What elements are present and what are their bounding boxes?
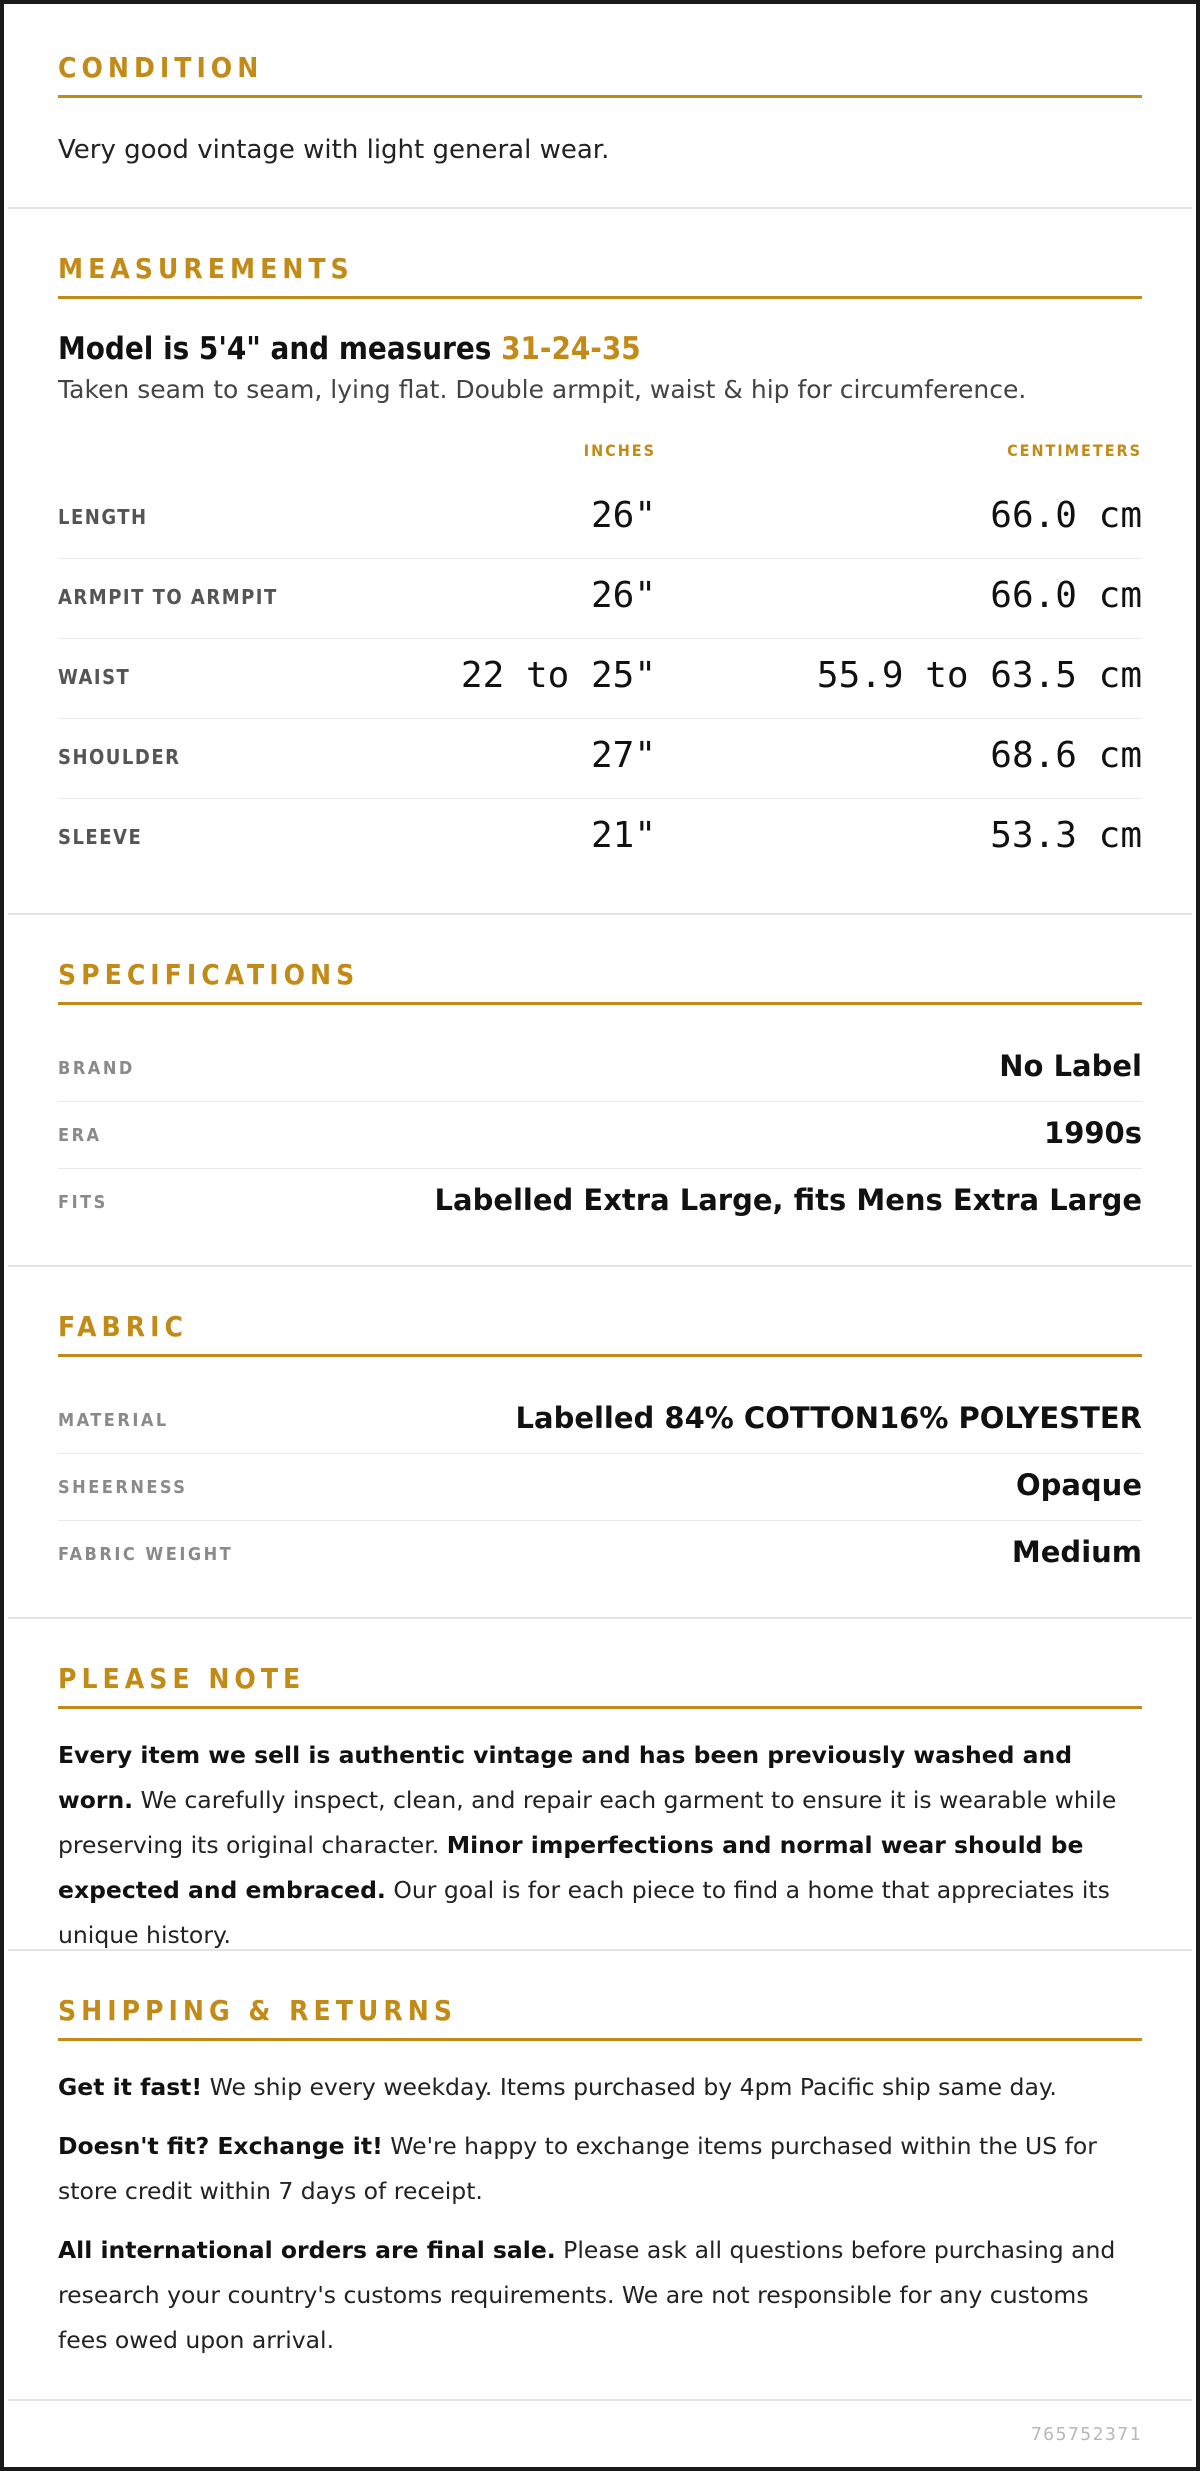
spec-key: ERA	[58, 1125, 102, 1146]
measurement-cm: 55.9 to 63.5 cm	[816, 655, 1142, 696]
specifications-section	[8, 915, 1192, 1267]
condition-heading: CONDITION	[58, 50, 1142, 98]
shipping-text-3: Please ask all questions before purchasing and research your country's customs requirements. We are not responsible for any customs fees owed upon arrival.	[58, 2236, 1116, 2354]
spec-key: FITS	[58, 1192, 108, 1213]
measurement-inches: 27"	[590, 735, 656, 776]
spec-row	[58, 1169, 1142, 1236]
measurement-cm: 53.3 cm	[990, 815, 1142, 856]
fabric-heading: FABRIC	[58, 1309, 1142, 1357]
spec-row	[58, 1102, 1142, 1169]
measurement-inches: 26"	[590, 575, 656, 616]
please-note-bold-2: Minor imperfections and normal wear should be expected and embraced.	[58, 1831, 1084, 1904]
shipping-section	[8, 1951, 1192, 2401]
measurements-section	[8, 209, 1192, 915]
model-prefix: Model is 5'4" and measures	[58, 331, 502, 367]
condition-section	[8, 4, 1192, 209]
measurement-cm: 68.6 cm	[990, 735, 1142, 776]
condition-text: Very good vintage with light general wear.	[58, 135, 610, 165]
fabric-row	[58, 1454, 1142, 1521]
fabric-row	[58, 1521, 1142, 1588]
spec-key: BRAND	[58, 1058, 135, 1079]
fabric-key: FABRIC WEIGHT	[58, 1544, 234, 1565]
measurement-label: ARMPIT TO ARMPIT	[58, 585, 278, 609]
measurement-note: Taken seam to seam, lying flat. Double armpit, waist & hip for circumference.	[58, 375, 1027, 404]
measurement-inches: 21"	[590, 815, 656, 856]
please-note-text-2: Our goal is for each piece to find a home that appreciates its unique history.	[58, 1876, 1110, 1949]
measurement-row	[58, 799, 1142, 879]
measurement-cm: 66.0 cm	[990, 495, 1142, 536]
fabric-key: SHEERNESS	[58, 1477, 188, 1498]
please-note-heading: PLEASE NOTE	[58, 1661, 1142, 1709]
product-id: 765752371	[1030, 2424, 1142, 2445]
measurement-label: SLEEVE	[58, 825, 143, 849]
shipping-text-1: We ship every weekday. Items purchased by 4pm Pacific ship same day.	[202, 2073, 1057, 2101]
shipping-text-2: We're happy to exchange items purchased within the US for store credit within 7 days of receipt.	[58, 2132, 1097, 2205]
spec-value: No Label	[999, 1049, 1142, 1083]
please-note-text	[58, 1733, 1142, 1958]
fabric-value: Labelled 84% COTTON16% POLYESTER	[515, 1401, 1142, 1435]
fabric-value: Opaque	[1015, 1468, 1142, 1502]
spec-value: Labelled Extra Large, fits Mens Extra Large	[434, 1183, 1142, 1217]
please-note-bold-1: Every item we sell is authentic vintage and has been previously washed and worn.	[58, 1741, 1073, 1814]
fabric-section	[8, 1267, 1192, 1619]
shipping-paragraph-3	[58, 2228, 1142, 2363]
measurement-label: LENGTH	[58, 505, 148, 529]
measurement-inches: 26"	[590, 495, 656, 536]
inches-column-header: INCHES	[583, 441, 656, 460]
shipping-bold-3: All international orders are final sale.	[58, 2236, 556, 2264]
model-measurements	[58, 331, 641, 367]
shipping-paragraph-1	[58, 2065, 1142, 2110]
spec-row	[58, 1035, 1142, 1102]
shipping-bold-2: Doesn't fit? Exchange it!	[58, 2132, 383, 2160]
measurement-row	[58, 479, 1142, 559]
centimeters-column-header: CENTIMETERS	[1007, 441, 1142, 460]
specifications-heading: SPECIFICATIONS	[58, 957, 1142, 1005]
model-measures-value: 31-24-35	[501, 331, 641, 367]
spec-value: 1990s	[1044, 1116, 1142, 1150]
measurement-label: WAIST	[58, 665, 131, 689]
measurements-heading: MEASUREMENTS	[58, 251, 1142, 299]
measurement-row	[58, 639, 1142, 719]
shipping-bold-1: Get it fast!	[58, 2073, 203, 2101]
measurement-inches: 22 to 25"	[460, 655, 656, 696]
shipping-paragraph-2	[58, 2124, 1142, 2214]
measurement-label: SHOULDER	[58, 745, 181, 769]
shipping-heading: SHIPPING & RETURNS	[58, 1993, 1142, 2041]
fabric-row	[58, 1387, 1142, 1454]
fabric-value: Medium	[1011, 1535, 1142, 1569]
fabric-key: MATERIAL	[58, 1410, 169, 1431]
measurement-cm: 66.0 cm	[990, 575, 1142, 616]
please-note-text-1: We carefully inspect, clean, and repair each garment to ensure it is wearable while preserving its original character.	[58, 1786, 1117, 1859]
measurement-row	[58, 559, 1142, 639]
please-note-section	[8, 1619, 1192, 1951]
measurement-row	[58, 719, 1142, 799]
